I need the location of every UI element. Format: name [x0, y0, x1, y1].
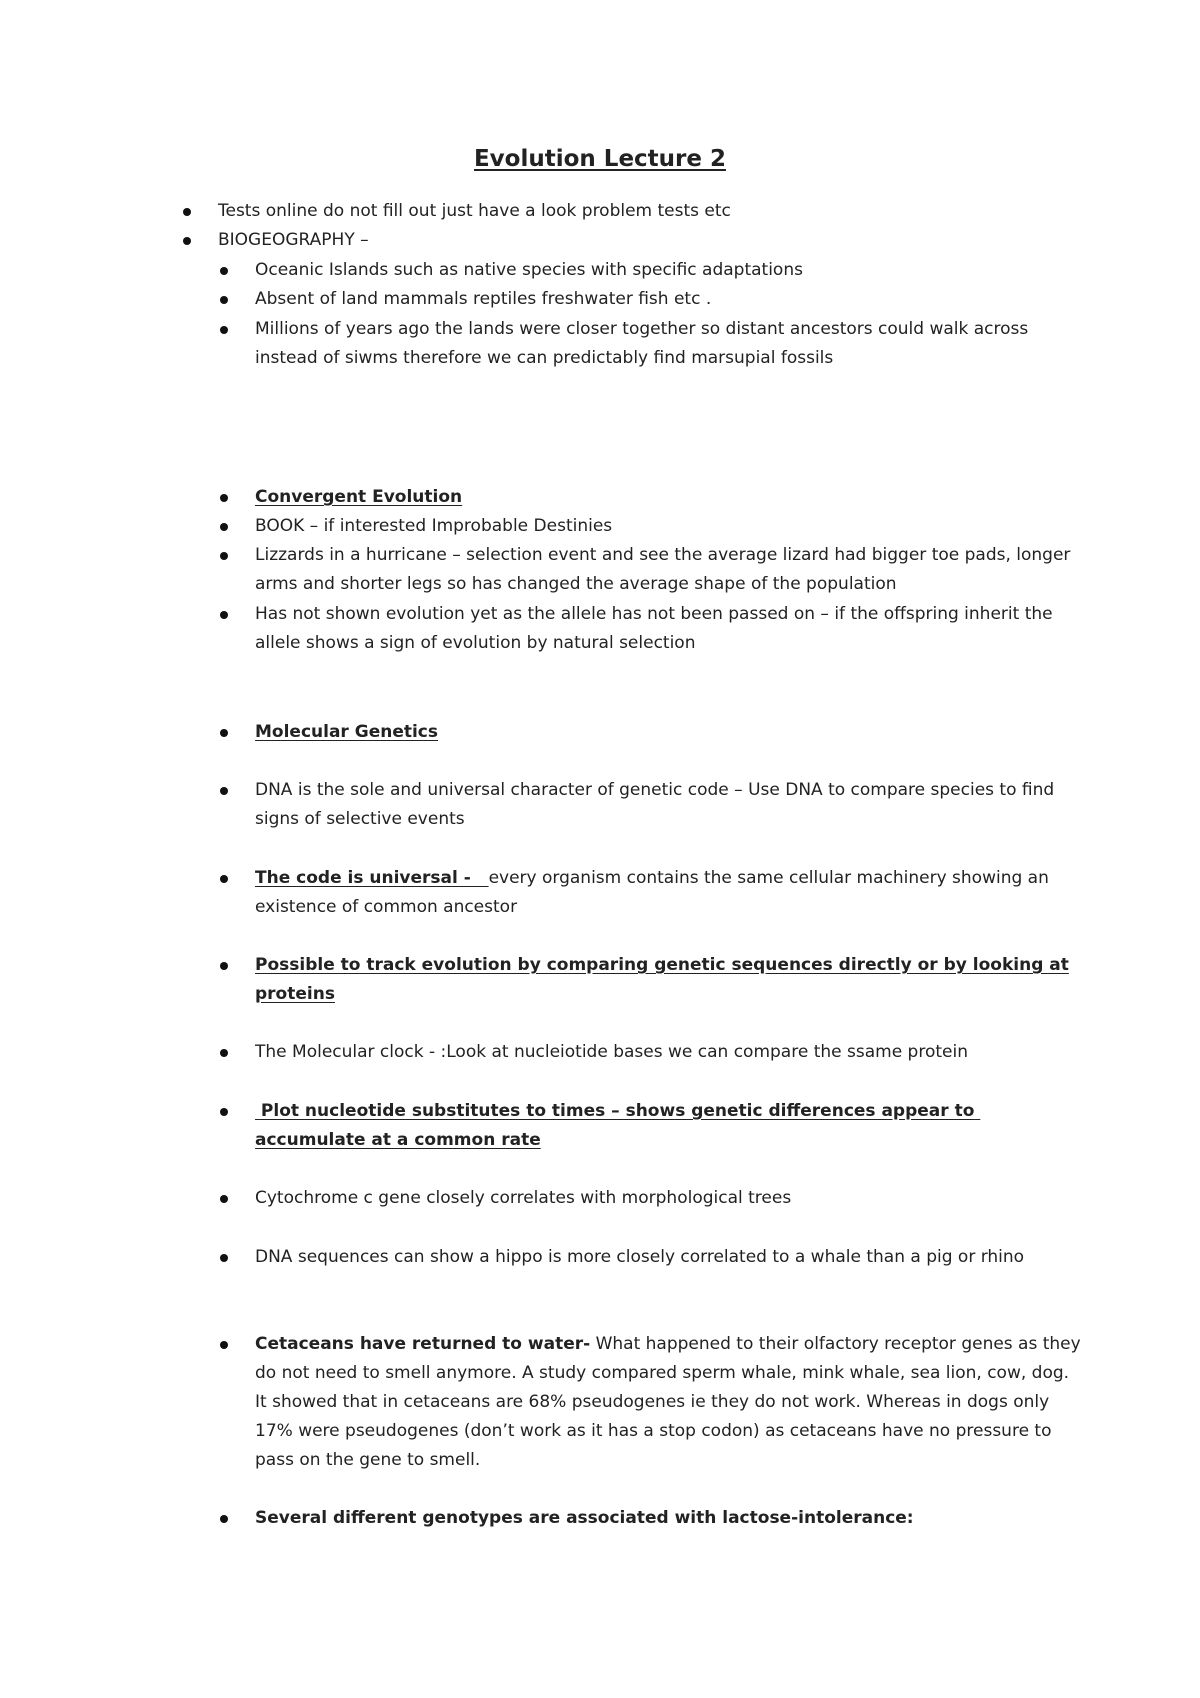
bullet-icon — [220, 787, 228, 795]
bullet-icon — [220, 611, 228, 619]
list-item-text: What happened to their olfactory receptor genes as they do not need to smell anymore. A study compared sperm whale, mink whale, sea lion, cow, dog. It showed that in cetaceans are 68% pseudogenes ie they do not work. Whereas in dogs only 17% were pseudogenes (don’t work as it has a stop codon) as cetaceans have no pressure to pass on the gene to smell. — [255, 1334, 1081, 1470]
list-item-text: Oceanic Islands such as native species with specific adaptations — [255, 260, 803, 280]
list-item — [255, 600, 1085, 658]
bullet-icon — [220, 1515, 228, 1523]
list-item-text: Millions of years ago the lands were closer together so distant ancestors could walk across instead of siwms therefore we can predictably find marsupial fossils — [255, 319, 1029, 368]
bullet-icon — [220, 1341, 228, 1349]
list-item-text: every organism contains the same cellular machinery showing an existence of common ancestor — [255, 868, 1049, 917]
bullet-icon — [220, 1254, 228, 1262]
list-item — [255, 1330, 1085, 1475]
list-item-text: Cytochrome c gene closely correlates with morphological trees — [255, 1188, 792, 1208]
bullet-icon — [220, 875, 228, 883]
bullet-icon — [183, 208, 191, 216]
list-item — [255, 1038, 1085, 1067]
list-item-text: Several different genotypes are associated with lactose-intolerance: — [255, 1508, 914, 1528]
bullet-icon — [220, 729, 228, 737]
bullet-icon — [220, 1195, 228, 1203]
list-item — [255, 256, 1085, 285]
list-item-text: Tests online do not fill out just have a look problem tests etc — [218, 201, 731, 221]
list-item — [255, 1243, 1085, 1272]
bullet-icon — [220, 1108, 228, 1116]
list-item — [255, 776, 1085, 834]
bullet-icon — [220, 267, 228, 275]
bullet-icon — [183, 237, 191, 245]
list-item-text: Has not shown evolution yet as the allele has not been passed on – if the offspring inherit the allele shows a sign of evolution by natural selection — [255, 604, 1053, 653]
list-item — [255, 512, 1085, 541]
list-item — [255, 1097, 1085, 1155]
list-item — [255, 951, 1085, 1009]
section-heading: Molecular Genetics — [255, 722, 438, 742]
section-heading: Convergent Evolution — [255, 487, 463, 507]
list-item-lead: The code is universal - — [255, 868, 489, 888]
list-item — [218, 226, 1118, 255]
list-item — [255, 483, 1085, 512]
list-item-text: Plot nucleotide substitutes to times – shows genetic differences appear to accumulate at a common rate — [255, 1101, 981, 1150]
bullet-icon — [220, 552, 228, 560]
list-item-text: DNA is the sole and universal character of genetic code – Use DNA to compare species to find signs of selective events — [255, 780, 1055, 829]
list-item-text: BOOK – if interested Improbable Destinies — [255, 516, 613, 536]
list-item — [255, 1504, 1085, 1533]
list-item — [255, 285, 1085, 314]
bullet-icon — [220, 296, 228, 304]
list-item-text: Absent of land mammals reptiles freshwater fish etc . — [255, 289, 712, 309]
list-item-lead: Cetaceans have returned to water- — [255, 1334, 591, 1354]
bullet-icon — [220, 1049, 228, 1057]
list-item-text: DNA sequences can show a hippo is more closely correlated to a whale than a pig or rhino — [255, 1247, 1025, 1267]
bullet-icon — [220, 962, 228, 970]
bullet-icon — [220, 523, 228, 531]
bullet-icon — [220, 494, 228, 502]
list-item — [255, 1184, 1085, 1213]
list-item-text: BIOGEOGRAPHY – — [218, 230, 369, 250]
list-item — [218, 197, 1118, 226]
list-item-text: Possible to track evolution by comparing genetic sequences directly or by looking at proteins — [255, 955, 1069, 1004]
list-item — [255, 864, 1085, 922]
list-item-text: Lizzards in a hurricane – selection event and see the average lizard had bigger toe pads, longer arms and shorter legs so has changed the average shape of the population — [255, 545, 1071, 594]
bullet-icon — [220, 326, 228, 334]
list-item-text: The Molecular clock - :Look at nucleiotide bases we can compare the ssame protein — [255, 1042, 968, 1062]
page-title: Evolution Lecture 2 — [473, 146, 727, 172]
list-item — [255, 718, 1085, 747]
list-item — [255, 541, 1085, 599]
list-item — [255, 315, 1085, 373]
